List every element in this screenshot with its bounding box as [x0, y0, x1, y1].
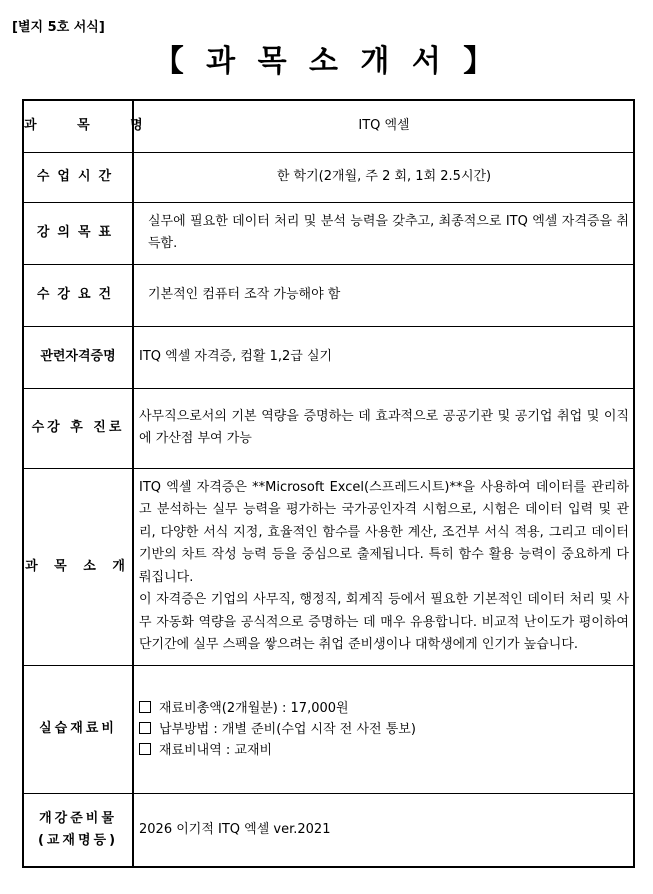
value-requirements: 기본적인 컴퓨터 조작 가능해야 함 [133, 264, 634, 326]
label-career: 수강 후 진로 [23, 388, 133, 468]
introduction-paragraph-2: 이 자격증은 기업의 사무직, 행정직, 회계직 등에서 필요한 기본적인 데이터 처리 및 사무 자동화 역량을 공식적으로 증명하는 데 매우 유용합니다. 비교적 난이도가 평이하여 단기간에 실무 스펙을 쌓으려는 취업 준비생이나 대학생에게 인기가 높습니다. [139, 592, 629, 652]
value-class-hours: 한 학기(2개월, 주 2 회, 1회 2.5시간) [133, 152, 634, 202]
value-materials [133, 665, 634, 793]
materials-item-payment [139, 719, 629, 740]
row-objective [23, 202, 634, 264]
label-requirements: 수강요건 [23, 264, 133, 326]
checkbox-icon [139, 722, 151, 734]
row-introduction [23, 468, 634, 665]
materials-item-label: 재료비총액(2개월분) : 17,000원 [159, 700, 349, 716]
course-info-table [22, 99, 635, 868]
value-certifications: ITQ 엑셀 자격증, 컴활 1,2급 실기 [133, 326, 634, 388]
value-objective: 실무에 필요한 데이터 처리 및 분석 능력을 갖추고, 최종적으로 ITQ 엑셀 자격증을 취득함. [133, 202, 634, 264]
label-certifications: 관련자격증명 [23, 326, 133, 388]
label-class-hours: 수업시간 [23, 152, 133, 202]
value-course-name: ITQ 엑셀 [133, 100, 634, 152]
materials-item-label: 납부방법 : 개별 준비(수업 시작 전 사전 통보) [159, 721, 416, 737]
label-textbook-line1: 개강준비물 [39, 810, 117, 826]
materials-item-label: 재료비내역 : 교재비 [159, 742, 273, 758]
row-class-hours [23, 152, 634, 202]
label-introduction: 과 목 소 개 [23, 468, 133, 665]
label-course-name: 과 목 명 [23, 100, 133, 152]
row-career [23, 388, 634, 468]
introduction-paragraph-1: ITQ 엑셀 자격증은 **Microsoft Excel(스프레드시트)**을 사용하여 데이터를 관리하고 분석하는 실무 능력을 평가하는 국가공인자격 시험으로, 시험은 데이터 입력 및 관리, 다양한 서식 지정, 효율적인 함수를 사용한 계산, 조건부 서식 적용, 그리고 데이터 기반의 차트 작성 능력 등을 중심으로 출제됩니다. 특히 함수 활용 능력이 중요하게 다뤄집니다. [139, 479, 629, 585]
value-career: 사무직으로서의 기본 역량을 증명하는 데 효과적으로 공공기관 및 공기업 취업 및 이직에 가산점 부여 가능 [133, 388, 634, 468]
materials-item-detail [139, 740, 629, 761]
checkbox-icon [139, 701, 151, 713]
row-materials [23, 665, 634, 793]
label-textbook-line2: (교재명등) [37, 832, 119, 848]
row-textbook [23, 793, 634, 867]
document-title: 【 과 목 소 개 서 】 [153, 44, 500, 79]
materials-list [139, 698, 629, 761]
value-textbook: 2026 이기적 ITQ 엑셀 ver.2021 [133, 793, 634, 867]
label-materials: 실습재료비 [23, 665, 133, 793]
form-number: [별지 5호 서식] [12, 20, 105, 35]
row-course-name [23, 100, 634, 152]
label-objective: 강의목표 [23, 202, 133, 264]
checkbox-icon [139, 743, 151, 755]
materials-item-total [139, 698, 629, 719]
row-requirements [23, 264, 634, 326]
label-textbook [23, 793, 133, 867]
row-certifications [23, 326, 634, 388]
value-introduction [133, 468, 634, 665]
